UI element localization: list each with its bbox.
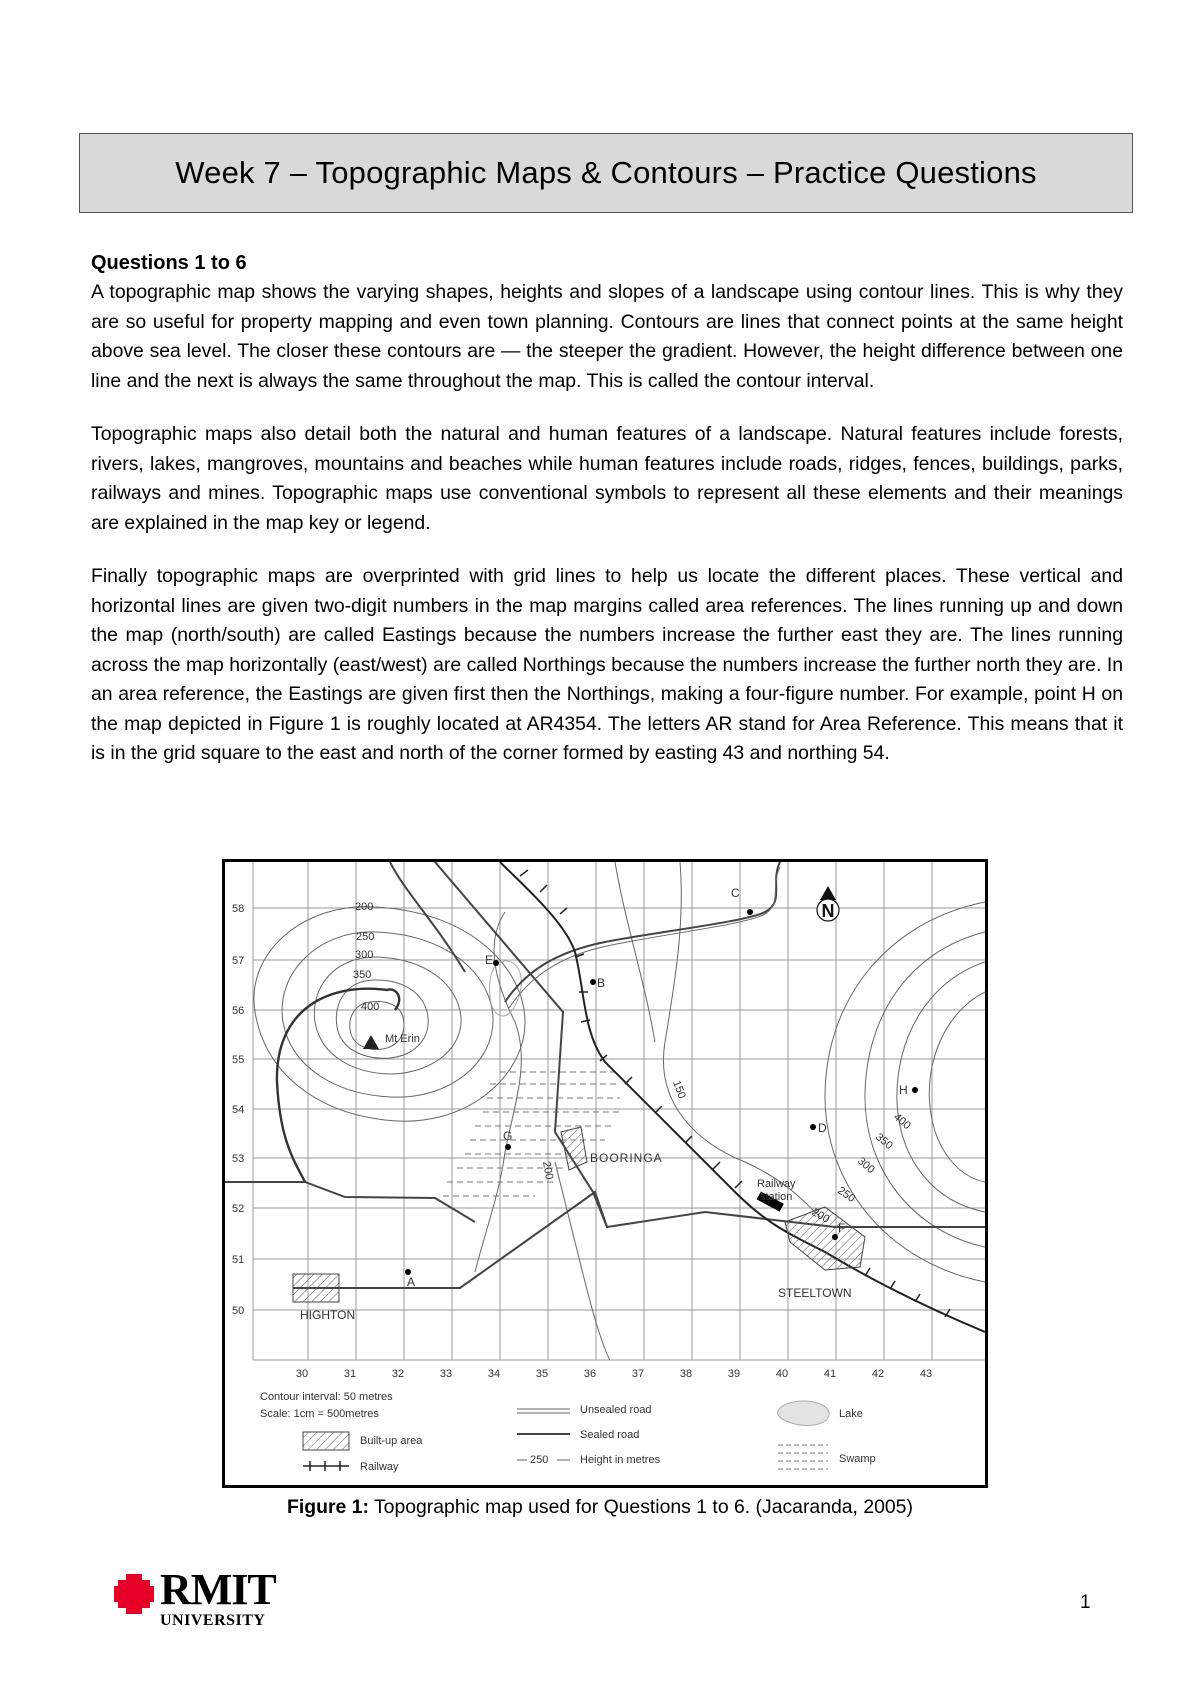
point-g-label: G — [503, 1129, 513, 1143]
rmit-pixel-icon — [112, 1572, 156, 1616]
contour-label: 150 — [670, 1078, 688, 1101]
legend-built-up-label: Built-up area — [360, 1435, 423, 1447]
legend-lake-swatch — [778, 1401, 829, 1426]
northing-label: 58 — [232, 903, 245, 915]
logo-subtitle: UNIVERSITY — [160, 1612, 266, 1629]
point-f-label: F — [838, 1221, 846, 1235]
booringa-label: BOORINGA — [590, 1151, 663, 1165]
page-number: 1 — [1080, 1592, 1091, 1613]
steeltown-label: STEELTOWN — [778, 1286, 852, 1300]
legend-sealed-label: Sealed road — [580, 1429, 640, 1441]
legend-railway-label: Railway — [360, 1461, 399, 1473]
easting-label: 31 — [343, 1368, 357, 1380]
northing-label: 53 — [232, 1153, 245, 1165]
figure-caption — [0, 1496, 1200, 1519]
contour-label: 400 — [891, 1111, 913, 1133]
contour-label: 200 — [540, 1160, 556, 1181]
booringa-built-up — [561, 1127, 587, 1170]
point-c-label: C — [731, 886, 740, 900]
easting-label: 32 — [391, 1368, 405, 1380]
highton-label: HIGHTON — [300, 1308, 356, 1322]
easting-label: 36 — [583, 1368, 597, 1380]
legend-height-label: Height in metres — [580, 1454, 661, 1466]
northing-label: 52 — [232, 1203, 245, 1215]
easting-label: 34 — [487, 1368, 501, 1380]
north-label: N — [821, 901, 835, 921]
northing-label: 55 — [232, 1054, 245, 1066]
contour-label: 300 — [855, 1155, 877, 1177]
legend-swamp-swatch — [778, 1445, 828, 1469]
mt-erin-peak-icon — [363, 1035, 379, 1049]
caption-text: Topographic map used for Questions 1 to 6. (Jacaranda, 2005) — [368, 1496, 913, 1518]
railway-ticks — [520, 870, 950, 1317]
easting-label: 39 — [727, 1368, 741, 1380]
point-h-label: H — [899, 1083, 908, 1097]
caption-label: Figure 1: — [287, 1496, 369, 1518]
contour-label: 250 — [356, 931, 375, 943]
legend-scale: Scale: 1cm = 500metres — [260, 1408, 379, 1420]
northing-label: 57 — [232, 955, 245, 967]
legend-unsealed-swatch — [517, 1409, 570, 1413]
point-b-label: B — [597, 976, 606, 990]
contour-label: 300 — [355, 949, 374, 961]
northing-label: 50 — [232, 1305, 245, 1317]
point-a-label: A — [407, 1275, 416, 1289]
topographic-map — [225, 862, 985, 1485]
body-text — [91, 248, 1123, 793]
contour-label: 200 — [809, 1206, 832, 1226]
legend-height-sample: 250 — [530, 1454, 549, 1466]
easting-label: 40 — [775, 1368, 789, 1380]
point-e-label: E — [485, 953, 494, 967]
section-heading: Questions 1 to 6 — [91, 252, 247, 274]
rmit-logo — [112, 1565, 282, 1632]
legend-railway-swatch — [303, 1461, 349, 1471]
legend-swamp-label: Swamp — [839, 1453, 876, 1465]
northing-label: 54 — [232, 1104, 245, 1116]
topographic-map-figure — [222, 859, 988, 1488]
paragraph-contours: A topographic map shows the varying shapes, heights and slopes of a landscape using contour lines. This is why they are so useful for property mapping and even town planning. Contours are lines that connect points at the same height above sea level. The closer these contours are — the steeper the gradient. However, the height difference between one line and the next is always the same throughout the map. This is called the contour interval. — [91, 281, 1123, 392]
easting-label: 33 — [439, 1368, 453, 1380]
swamp — [443, 1072, 620, 1196]
highton-built-up — [293, 1274, 339, 1302]
contour-label: 350 — [873, 1131, 895, 1153]
easting-label: 38 — [679, 1368, 693, 1380]
legend-lake-label: Lake — [839, 1408, 863, 1420]
railway-line — [500, 862, 985, 1332]
title-box — [79, 133, 1133, 213]
easting-label: 41 — [823, 1368, 837, 1380]
railway-station-label: Railway — [757, 1178, 796, 1190]
easting-label: 37 — [631, 1368, 645, 1380]
contour-label: 200 — [355, 901, 374, 913]
easting-label: 30 — [295, 1368, 309, 1380]
easting-label: 43 — [919, 1368, 933, 1380]
northing-label: 56 — [232, 1005, 245, 1017]
legend-contour-interval: Contour interval: 50 metres — [260, 1391, 393, 1403]
logo-wordmark: RMIT — [160, 1565, 276, 1614]
contour-label: 350 — [353, 969, 372, 981]
easting-label: 35 — [535, 1368, 549, 1380]
paragraph-features: Topographic maps also detail both the natural and human features of a landscape. Natural features include forests, rivers, lakes, mangroves, mountains and beaches while human features include roads, ridges, fences, buildings, parks, railways and mines. Topographic maps use conventional symbols to represent all these elements and their meanings are explained in the map key or legend. — [91, 423, 1123, 534]
contour-label: 400 — [361, 1001, 380, 1013]
page-title: Week 7 – Topographic Maps & Contours – Practice Questions — [175, 155, 1037, 190]
contour-label: 250 — [835, 1184, 858, 1205]
railway-station-label-2: station — [760, 1191, 793, 1203]
legend-built-up-swatch — [303, 1432, 349, 1450]
sealed-roads — [225, 862, 985, 1288]
northing-label: 51 — [232, 1254, 245, 1266]
mt-erin-label: Mt Erin — [385, 1033, 420, 1045]
legend-unsealed-label: Unsealed road — [580, 1404, 652, 1416]
point-d-label: D — [818, 1121, 827, 1135]
easting-label: 42 — [871, 1368, 885, 1380]
paragraph-grid: Finally topographic maps are overprinted with grid lines to help us locate the different places. These vertical and horizontal lines are given two-digit numbers in the map margins called area references. The lines running up and down the map (north/south) are called Eastings because the numbers increase the further east they are. The lines running across the map horizontally (east/west) are called Northings because the numbers increase the further north they are. In an area reference, the Eastings are given first then the Northings, making a four-figure number. For example, point H on the map depicted in Figure 1 is roughly located at AR4354. The letters AR stand for Area Reference. This means that it is in the grid square to the east and north of the corner formed by easting 43 and northing 54. — [91, 565, 1123, 764]
